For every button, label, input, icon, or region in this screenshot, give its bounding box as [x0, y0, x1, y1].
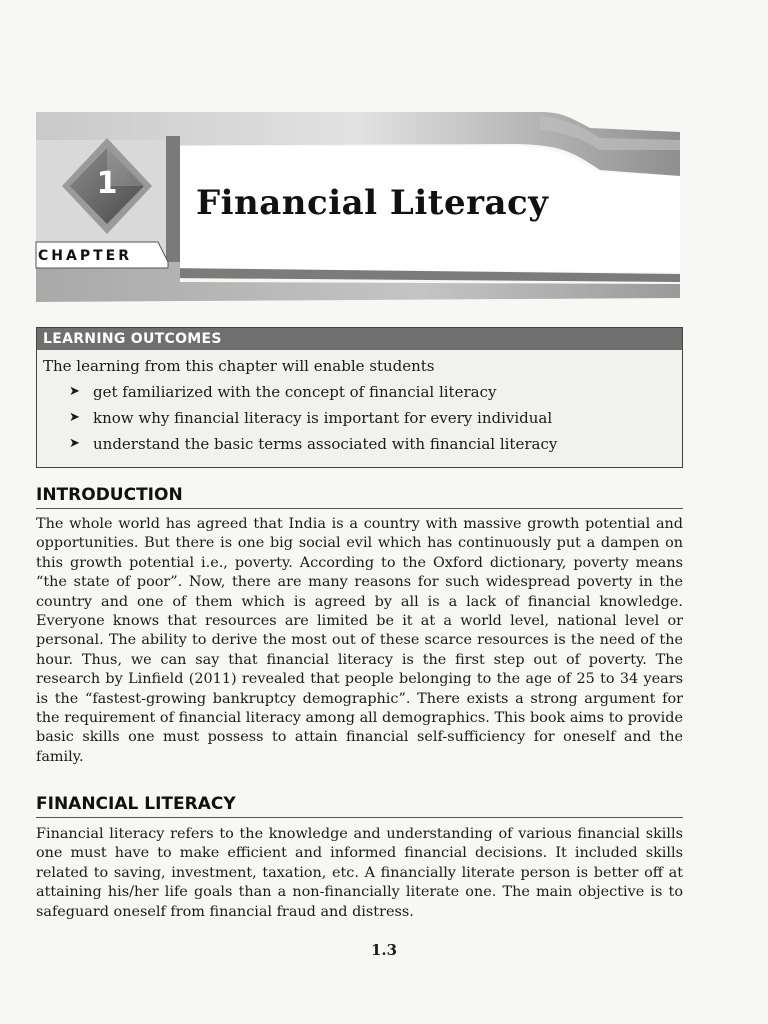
list-item-text: know why financial literacy is important for every individual — [93, 409, 553, 427]
list-item — [69, 431, 682, 457]
banner-graphic — [0, 0, 768, 320]
learning-outcomes-intro: The learning from this chapter will enable students — [43, 357, 435, 375]
learning-outcomes-heading: LEARNING OUTCOMES — [37, 328, 682, 350]
arrowhead-bullet-icon: ➤ — [69, 410, 80, 425]
section-divider — [36, 508, 683, 509]
financial-literacy-paragraph: Financial literacy refers to the knowledge and understanding of various financial skills one must have to make efficient and informed financial decisions. It included skills related to saving, investment, taxation, etc. A financially literate person is better off at attaining his/her life goals than a non-financially literate one. The main objective is to safeguard oneself from financial fraud and distress. — [36, 826, 683, 920]
page-number: 1.3 — [370, 941, 398, 959]
financial-literacy-heading: FINANCIAL LITERACY — [36, 794, 236, 814]
section-divider — [36, 817, 683, 818]
list-item-text: get familiarized with the concept of financial literacy — [93, 383, 497, 401]
list-item — [69, 405, 682, 431]
introduction-paragraph: The whole world has agreed that India is a country with massive growth potential and opportunities. But there is one big social evil which has continuously put a dampen on this growth potential i.e., poverty. According to the Oxford dictionary, poverty means “the state of poor”. Now, there are many reasons for such widespread poverty in the country and one of them which is agreed by all is a lack of financial knowledge. Everyone knows that resources are limited be it at a world level, national level or personal. The ability to derive the most out of these scarce resources is the need of the hour. Thus, we can say that financial literacy is the first step out of poverty. The research by Linfield (2011) revealed that people belonging to the age of 25 to 34 years is the “fastest-growing bankruptcy demographic”. There exists a strong argument for the requirement of financial literacy among all demographics. This book aims to provide basic skills one must possess to attain financial self-sufficiency for oneself and the family. — [36, 516, 683, 765]
arrowhead-bullet-icon: ➤ — [69, 436, 80, 451]
chapter-title: Financial Literacy — [196, 183, 549, 223]
chapter-label: CHAPTER — [38, 248, 132, 264]
list-item-text: understand the basic terms associated with financial literacy — [93, 435, 558, 453]
arrowhead-bullet-icon: ➤ — [69, 384, 80, 399]
list-item — [69, 379, 682, 405]
learning-outcomes-list — [37, 379, 682, 457]
introduction-heading: INTRODUCTION — [36, 485, 183, 505]
chapter-number: 1 — [96, 166, 118, 201]
learning-outcomes-box — [36, 327, 683, 468]
chapter-banner — [0, 0, 768, 320]
